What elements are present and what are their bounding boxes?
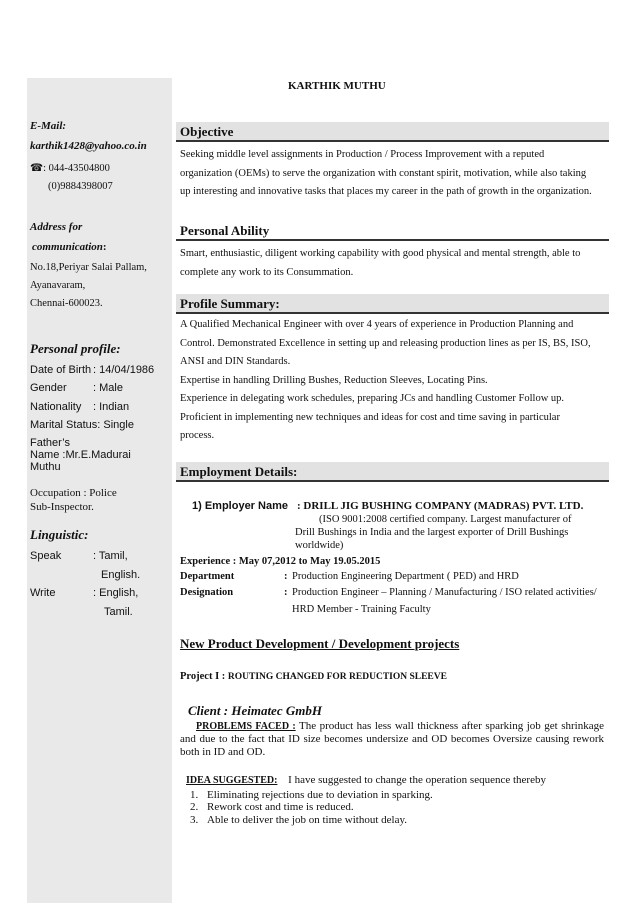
write-value-1: : English,: [93, 587, 139, 599]
email-label: E-Mail:: [30, 120, 67, 132]
profile-line: Control. Demonstrated Excellence in setting up and releasing production lines as per IS, BS, ISO,: [180, 337, 591, 349]
profile-line: Experience in delegating work schedules, preparing JCs and handling Customer Follow up.: [180, 393, 565, 404]
employer-value: : DRILL JIG BUSHING COMPANY (MADRAS) PVT. LTD.: [297, 500, 584, 512]
problems-label: PROBLEMS FACED :: [196, 721, 296, 732]
problems-line: The product has less wall thickness after sparking job get: [298, 720, 558, 732]
objective-line: Seeking middle level assignments in Production / Process Improvement with a reputed: [180, 149, 545, 160]
occupation-line-2: Sub-Inspector.: [30, 501, 94, 513]
employer-desc-1: (ISO 9001:2008 certified company. Largest manufacturer of: [319, 514, 572, 525]
dob-value: : 14/04/1986: [93, 364, 155, 376]
ability-line: complete any work to its Consummation.: [180, 266, 354, 278]
problems-paragraph: [180, 720, 604, 759]
designation-value-2: HRD Member - Training Faculty: [292, 604, 431, 615]
occupation-line-1: Occupation : Police: [30, 487, 117, 499]
profile-line: Proficient in implementing new techniques and ideas for cost and time saving in particular: [180, 411, 560, 423]
father-line-3: Muthu: [30, 461, 61, 473]
linguistic-heading: Linguistic:: [30, 527, 89, 542]
problems-line: shrinkage and due to the fact that ID size becomes undersize and OD becomes Oversize: [180, 720, 604, 745]
designation-label: Designation: [180, 587, 234, 598]
improvement-list: [187, 776, 433, 826]
project-label: Project I :: [180, 671, 226, 682]
problems-line: causing rework both in ID and OD.: [180, 733, 604, 758]
nationality-label: Nationality: [30, 401, 82, 413]
phone-value: : 044-43504800: [43, 163, 110, 174]
list-item: 3. Able to deliver the job on time without delay.: [201, 814, 433, 827]
project-value: ROUTING CHANGED FOR REDUCTION SLEEVE: [227, 672, 447, 682]
speak-value-2: English.: [101, 569, 141, 581]
father-line-1: Father’s: [30, 437, 70, 449]
father-line-2: Name :Mr.E.Madurai: [30, 449, 131, 461]
address-heading-2: [32, 241, 107, 253]
npd-heading: New Product Development / Development projects: [180, 636, 460, 651]
address-heading-word: communication: [32, 241, 103, 253]
department-value: Production Engineering Department ( PED) and HRD: [292, 571, 519, 582]
speak-label: Speak: [30, 550, 62, 562]
project-line: [180, 671, 447, 682]
address-heading: Address for: [30, 221, 83, 233]
employment-section-header: [176, 462, 609, 482]
nationality-value: : Indian: [93, 401, 130, 413]
gender-label: Gender: [30, 382, 67, 394]
profile-text: [180, 316, 591, 446]
list-item: 1. Eliminating rejections due to deviation in sparking.: [201, 789, 433, 802]
phone-icon: ☎: [30, 163, 44, 174]
gender-value: : Male: [93, 382, 123, 394]
ability-heading: Personal Ability: [180, 223, 270, 238]
designation-value-1: Production Engineer – Planning / Manufacturing / ISO related activities/: [292, 587, 597, 598]
designation-colon: :: [284, 587, 288, 598]
resume-name: KARTHIK MUTHU: [288, 80, 386, 92]
email-value: karthik1428@yahoo.co.in: [30, 140, 147, 152]
department-colon: :: [284, 571, 288, 582]
address-line-3: Chennai-600023.: [30, 298, 103, 309]
profile-line: ANSI and DIN Standards.: [180, 356, 291, 367]
experience-line: Experience : May 07,2012 to May 19.05.2015: [180, 556, 381, 567]
profile-line: Expertise in handling Drilling Bushes, Reduction Sleeves, Locating Pins.: [180, 374, 488, 386]
profile-line: A Qualified Mechanical Engineer with over 4 years of experience in Production Planning and: [180, 319, 574, 330]
address-line-2: Ayanavaram,: [30, 280, 86, 291]
address-colon: :: [102, 241, 107, 253]
employer-desc-3: worldwide): [295, 540, 344, 551]
objective-heading: Objective: [180, 124, 234, 139]
ability-text: [180, 245, 580, 282]
write-value-2: Tamil.: [104, 606, 133, 618]
personal-profile-heading: Personal profile:: [30, 341, 121, 356]
client-line: Client : Heimatec GmbH: [188, 703, 322, 718]
dob-label: Date of Birth: [30, 364, 92, 376]
idea-label: IDEA SUGGESTED:: [186, 775, 278, 786]
profile-heading: Profile Summary:: [180, 296, 280, 311]
ability-section-header: [176, 221, 609, 241]
employment-heading: Employment Details:: [180, 464, 298, 479]
profile-line: process.: [180, 430, 215, 441]
address-line-1: No.18,Periyar Salai Pallam,: [30, 262, 147, 273]
employer-label: 1) Employer Name: [192, 500, 288, 512]
list-item: 2. Rework cost and time is reduced.: [201, 801, 433, 814]
write-label: Write: [30, 587, 56, 599]
speak-value-1: : Tamil,: [93, 550, 128, 562]
objective-text: [180, 146, 592, 202]
profile-section-header: [176, 294, 609, 314]
objective-section-header: [176, 122, 609, 142]
marital-status: Marital Status: Single: [30, 419, 134, 431]
department-label: Department: [180, 571, 235, 582]
idea-text: I have suggested to change the operation sequence thereby: [288, 774, 546, 786]
ability-line: Smart, enthusiastic, diligent working capability with good physical and mental strength, able to: [180, 248, 581, 259]
objective-line: up interesting and innovative tasks that places my career in the path of growth in the organization.: [180, 186, 592, 197]
objective-line: organization (OEMs) to serve the organization with constant spirit, motivation, while also taking: [180, 167, 587, 179]
phone-line: [30, 162, 110, 174]
mobile-value: (0)9884398007: [48, 181, 113, 192]
employer-desc-2: Drill Bushings in India and the largest exporter of Drill Bushings: [295, 527, 569, 538]
